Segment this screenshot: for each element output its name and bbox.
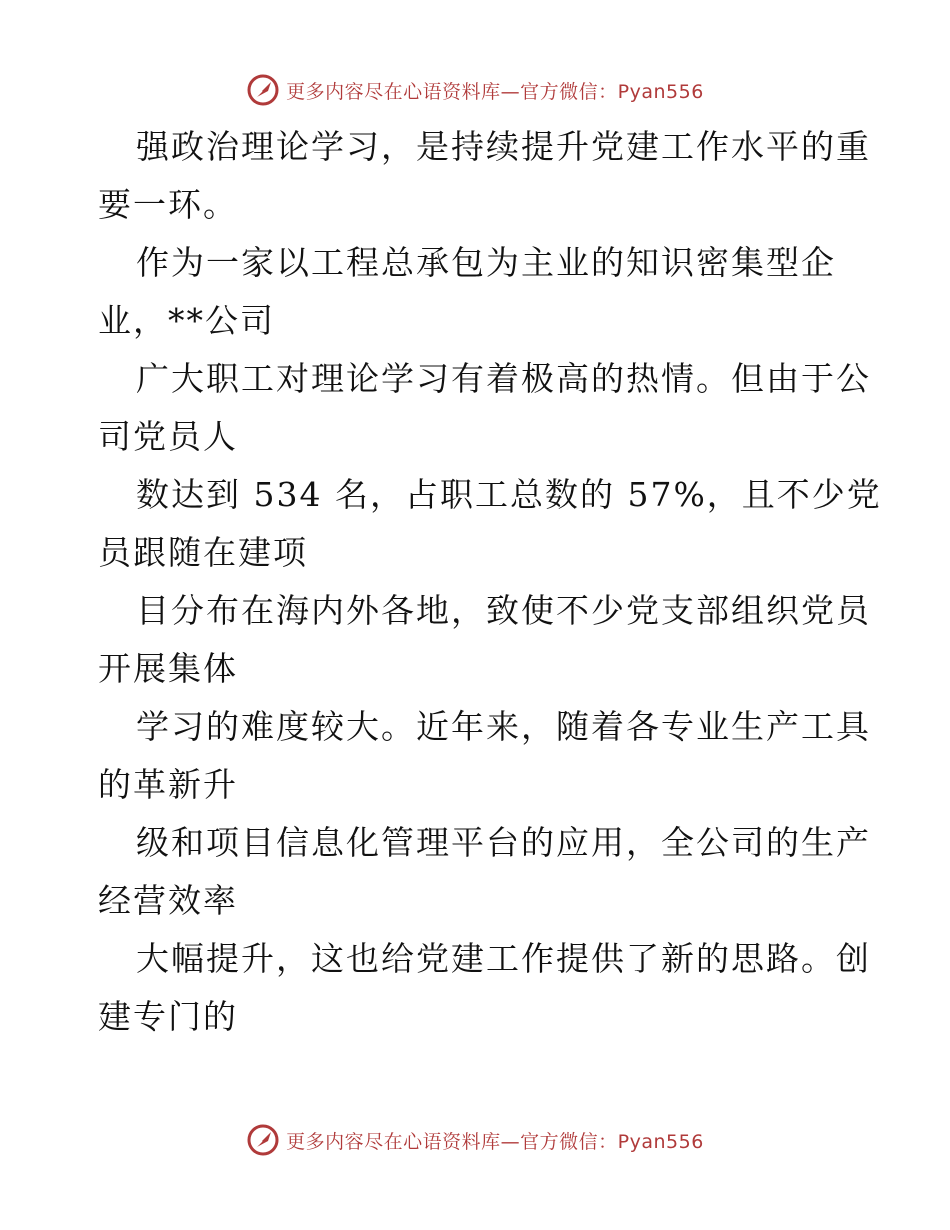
text-line: 经营效率: [98, 881, 238, 920]
header-banner: [0, 70, 950, 110]
text-line: 的革新升: [98, 765, 238, 804]
text-line: 大幅提升，这也给党建工作提供了新的思路。创: [136, 939, 871, 978]
quill-logo-icon: [246, 1123, 280, 1157]
footer-banner-text: 更多内容尽在心语资料库—官方微信：Pyan556: [286, 1130, 704, 1153]
quill-logo-icon: [246, 73, 280, 107]
text-line: 强政治理论学习，是持续提升党建工作水平的重: [136, 127, 871, 166]
text-line: 业，**公司: [98, 301, 275, 340]
footer-banner: [0, 1120, 950, 1160]
text-line: 学习的难度较大。近年来，随着各专业生产工具: [136, 707, 871, 746]
text-line: 作为一家以工程总承包为主业的知识密集型企: [136, 243, 836, 282]
text-line: 数达到 534 名，占职工总数的 57%，且不少党: [136, 475, 882, 514]
text-line: 开展集体: [98, 649, 238, 688]
header-banner-text: 更多内容尽在心语资料库—官方微信：Pyan556: [286, 80, 704, 103]
text-line: 司党员人: [98, 417, 238, 456]
text-line: 员跟随在建项: [98, 533, 308, 572]
document-body: [98, 118, 882, 1046]
text-line: 建专门的: [98, 997, 238, 1036]
text-line: 要一环。: [98, 185, 238, 224]
text-line: 目分布在海内外各地，致使不少党支部组织党员: [136, 591, 871, 630]
text-line: 级和项目信息化管理平台的应用，全公司的生产: [136, 823, 871, 862]
text-line: 广大职工对理论学习有着极高的热情。但由于公: [136, 359, 871, 398]
